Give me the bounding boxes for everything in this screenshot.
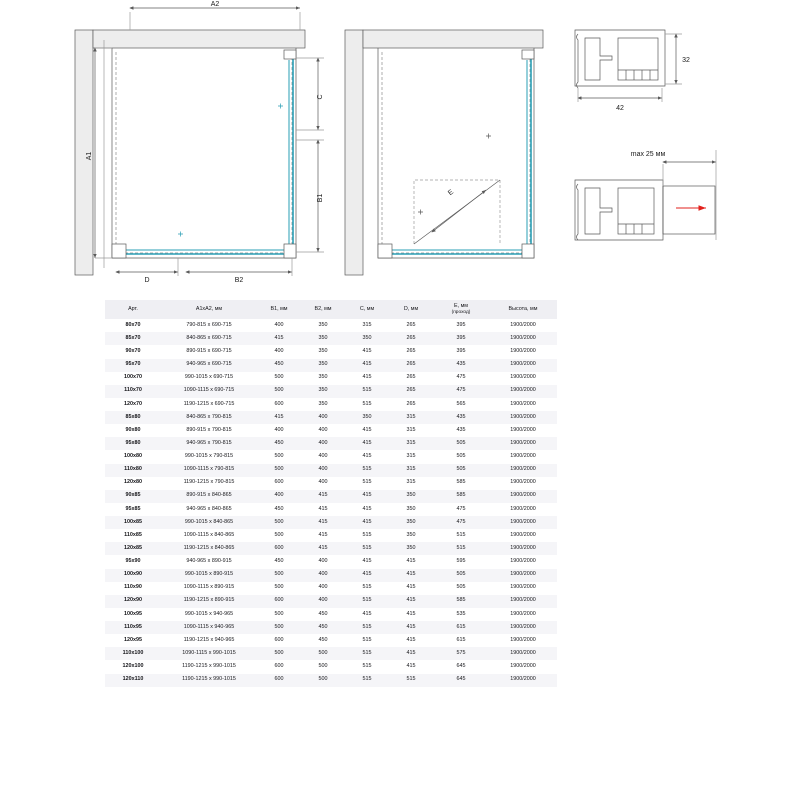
table-cell: 110х95 [105, 621, 161, 634]
table-cell: 505 [433, 450, 489, 463]
table-cell: 515 [345, 529, 389, 542]
table-cell: 415 [345, 516, 389, 529]
label-E: E [447, 188, 456, 198]
table-cell: 395 [433, 319, 489, 332]
table-cell: 500 [301, 660, 345, 673]
table-cell: 645 [433, 674, 489, 687]
label-C: C [317, 94, 324, 100]
table-row [105, 477, 557, 490]
table-cell: 990-1015 х 790-815 [161, 450, 257, 463]
table-cell: 450 [257, 359, 301, 372]
table-cell: 1090-1115 х 790-815 [161, 464, 257, 477]
table-cell: 120х110 [105, 674, 161, 687]
table-cell: 575 [433, 647, 489, 660]
table-cell: 350 [389, 503, 433, 516]
table-cell: 585 [433, 595, 489, 608]
table-cell: 415 [257, 411, 301, 424]
table-cell: 1900/2000 [489, 555, 557, 568]
table-cell: 80х70 [105, 319, 161, 332]
table-cell: 505 [433, 582, 489, 595]
table-cell: 1090-1115 х 840-865 [161, 529, 257, 542]
table-cell: 400 [301, 437, 345, 450]
table-cell: 415 [257, 332, 301, 345]
table-cell: 415 [389, 555, 433, 568]
table-cell: 840-865 х 690-715 [161, 332, 257, 345]
table-cell: 350 [389, 516, 433, 529]
table-cell: 100х85 [105, 516, 161, 529]
table-cell: 1090-1115 х 690-715 [161, 385, 257, 398]
table-row [105, 398, 557, 411]
table-row [105, 647, 557, 660]
table-cell: 1900/2000 [489, 674, 557, 687]
table-cell: 990-1015 х 840-865 [161, 516, 257, 529]
table-cell: 500 [257, 529, 301, 542]
table-cell: 475 [433, 503, 489, 516]
table-cell: 350 [301, 398, 345, 411]
table-cell: 395 [433, 332, 489, 345]
table-cell: 1900/2000 [489, 634, 557, 647]
table-cell: 120х100 [105, 660, 161, 673]
table-row [105, 660, 557, 673]
table-cell: 350 [345, 411, 389, 424]
table-cell: 415 [345, 345, 389, 358]
table-cell: 1900/2000 [489, 332, 557, 345]
table-cell: 350 [389, 490, 433, 503]
table-cell: 1900/2000 [489, 450, 557, 463]
table-row [105, 385, 557, 398]
table-cell: 450 [257, 503, 301, 516]
table-cell: 600 [257, 634, 301, 647]
table-cell: 450 [301, 621, 345, 634]
drawings-svg [0, 0, 800, 290]
table-cell: 505 [433, 569, 489, 582]
table-cell: 265 [389, 332, 433, 345]
table-cell: 450 [257, 437, 301, 450]
table-cell: 315 [389, 464, 433, 477]
table-cell: 585 [433, 477, 489, 490]
table-row [105, 569, 557, 582]
table-cell: 515 [345, 477, 389, 490]
table-cell: 120х70 [105, 398, 161, 411]
table-cell: 400 [301, 582, 345, 595]
table-cell: 415 [389, 621, 433, 634]
table-cell: 415 [345, 608, 389, 621]
table-cell: 1190-1215 х 940-965 [161, 634, 257, 647]
table-cell: 90х80 [105, 424, 161, 437]
table-cell: 475 [433, 372, 489, 385]
table-cell: 265 [389, 372, 433, 385]
table-cell: 315 [345, 319, 389, 332]
table-cell: 515 [345, 660, 389, 673]
table-cell: 500 [257, 582, 301, 595]
table-cell: 1190-1215 х 840-865 [161, 542, 257, 555]
table-cell: 400 [301, 411, 345, 424]
table-cell: 100х90 [105, 569, 161, 582]
table-cell: 1900/2000 [489, 647, 557, 660]
table-row [105, 634, 557, 647]
table-cell: 415 [389, 595, 433, 608]
table-cell: 615 [433, 634, 489, 647]
table-cell: 515 [433, 529, 489, 542]
table-cell: 1900/2000 [489, 608, 557, 621]
table-cell: 515 [345, 385, 389, 398]
table-cell: 315 [389, 477, 433, 490]
table-cell: 400 [301, 595, 345, 608]
table-cell: 1900/2000 [489, 477, 557, 490]
table-cell: 500 [301, 674, 345, 687]
table-cell: 415 [301, 529, 345, 542]
table-cell: 515 [345, 464, 389, 477]
table-cell: 400 [301, 424, 345, 437]
label-max-adjust: max 25 мм [630, 151, 666, 158]
table-row [105, 542, 557, 555]
table-cell: 600 [257, 477, 301, 490]
table-cell: 940-965 х 840-865 [161, 503, 257, 516]
table-cell: 350 [301, 385, 345, 398]
table-cell: 645 [433, 660, 489, 673]
table-cell: 500 [257, 372, 301, 385]
table-cell: 450 [301, 608, 345, 621]
table-cell: 90х70 [105, 345, 161, 358]
table-cell: 1190-1215 х 790-815 [161, 477, 257, 490]
table-cell: 350 [301, 345, 345, 358]
table-row [105, 450, 557, 463]
table-cell: 500 [257, 450, 301, 463]
table-cell: 120х90 [105, 595, 161, 608]
label-B1: B1 [317, 193, 324, 203]
col-header-b2: В2, мм [301, 300, 345, 319]
table-cell: 265 [389, 398, 433, 411]
table-cell: 500 [257, 608, 301, 621]
table-cell: 515 [345, 542, 389, 555]
table-cell: 415 [389, 569, 433, 582]
table-cell: 840-865 х 790-815 [161, 411, 257, 424]
table-header-row [105, 300, 557, 319]
table-row [105, 345, 557, 358]
table-cell: 350 [301, 372, 345, 385]
table-cell: 415 [345, 359, 389, 372]
table-cell: 400 [301, 450, 345, 463]
table-row [105, 411, 557, 424]
table-cell: 415 [345, 372, 389, 385]
table-cell: 515 [389, 674, 433, 687]
table-cell: 435 [433, 411, 489, 424]
table-cell: 415 [389, 608, 433, 621]
table-cell: 315 [389, 437, 433, 450]
table-cell: 890-915 х 690-715 [161, 345, 257, 358]
table-cell: 1900/2000 [489, 359, 557, 372]
table-cell: 110х80 [105, 464, 161, 477]
table-row [105, 424, 557, 437]
table-cell: 1900/2000 [489, 345, 557, 358]
table-cell: 1900/2000 [489, 542, 557, 555]
table-cell: 505 [433, 464, 489, 477]
table-cell: 315 [389, 424, 433, 437]
table-cell: 1900/2000 [489, 490, 557, 503]
table-cell: 265 [389, 385, 433, 398]
label-A1: A1 [86, 151, 93, 161]
table-cell: 515 [345, 398, 389, 411]
table-row [105, 529, 557, 542]
table-cell: 415 [345, 490, 389, 503]
col-header-d: D, мм [389, 300, 433, 319]
col-header-height: Высота, мм [489, 300, 557, 319]
table-cell: 450 [257, 555, 301, 568]
table-cell: 350 [301, 332, 345, 345]
table-cell: 120х85 [105, 542, 161, 555]
table-cell: 1900/2000 [489, 319, 557, 332]
table-cell: 940-965 х 890-915 [161, 555, 257, 568]
table-cell: 100х70 [105, 372, 161, 385]
col-header-e-sub: (проход) [451, 309, 471, 315]
table-cell: 85х70 [105, 332, 161, 345]
table-cell: 400 [301, 464, 345, 477]
specification-table [105, 300, 557, 687]
table-cell: 600 [257, 660, 301, 673]
table-cell: 515 [345, 647, 389, 660]
table-cell: 415 [301, 542, 345, 555]
table-cell: 1900/2000 [489, 437, 557, 450]
table-cell: 85х80 [105, 411, 161, 424]
table-cell: 1900/2000 [489, 424, 557, 437]
table-cell: 475 [433, 516, 489, 529]
col-header-b1: В1, мм [257, 300, 301, 319]
table-cell: 265 [389, 345, 433, 358]
table-row [105, 464, 557, 477]
table-cell: 400 [301, 569, 345, 582]
table-cell: 120х95 [105, 634, 161, 647]
table-cell: 790-815 х 690-715 [161, 319, 257, 332]
table-cell: 990-1015 х 940-965 [161, 608, 257, 621]
col-header-art: Арт. [105, 300, 161, 319]
table-cell: 500 [257, 464, 301, 477]
col-header-c: С, мм [345, 300, 389, 319]
table-cell: 515 [345, 634, 389, 647]
table-cell: 90х85 [105, 490, 161, 503]
table-cell: 415 [345, 437, 389, 450]
label-B2: B2 [234, 277, 244, 284]
table-row [105, 503, 557, 516]
table-cell: 1900/2000 [489, 582, 557, 595]
col-header-a1a2: А1хА2, мм [161, 300, 257, 319]
table-row [105, 608, 557, 621]
table-row [105, 319, 557, 332]
table-cell: 600 [257, 674, 301, 687]
table-cell: 1190-1215 х 990-1015 [161, 674, 257, 687]
table-cell: 1190-1215 х 690-715 [161, 398, 257, 411]
table-cell: 120х80 [105, 477, 161, 490]
table-cell: 110х90 [105, 582, 161, 595]
table-cell: 535 [433, 608, 489, 621]
table-cell: 1900/2000 [489, 503, 557, 516]
table-cell: 1900/2000 [489, 569, 557, 582]
table-cell: 1090-1115 х 940-965 [161, 621, 257, 634]
label-D: D [144, 277, 150, 284]
table-cell: 565 [433, 398, 489, 411]
table-cell: 350 [389, 542, 433, 555]
table-cell: 940-965 х 790-815 [161, 437, 257, 450]
technical-drawings [0, 0, 800, 288]
table-cell: 415 [389, 660, 433, 673]
table-cell: 1900/2000 [489, 398, 557, 411]
table-cell: 100х80 [105, 450, 161, 463]
col-header-e [433, 300, 489, 319]
table-cell: 100х95 [105, 608, 161, 621]
label-profile-width: 42 [616, 105, 624, 112]
table-cell: 1900/2000 [489, 464, 557, 477]
table-cell: 505 [433, 437, 489, 450]
table-cell: 110х70 [105, 385, 161, 398]
table-cell: 1190-1215 х 890-915 [161, 595, 257, 608]
table-cell: 890-915 х 790-815 [161, 424, 257, 437]
table-cell: 415 [345, 555, 389, 568]
table-cell: 615 [433, 621, 489, 634]
table-row [105, 437, 557, 450]
table-cell: 110х100 [105, 647, 161, 660]
table-cell: 350 [345, 332, 389, 345]
table-row [105, 595, 557, 608]
table-cell: 350 [301, 319, 345, 332]
table-cell: 415 [301, 490, 345, 503]
table-cell: 415 [301, 516, 345, 529]
table-cell: 95х85 [105, 503, 161, 516]
table-cell: 1900/2000 [489, 595, 557, 608]
table-body [105, 319, 557, 687]
table-cell: 940-965 х 690-715 [161, 359, 257, 372]
table-cell: 400 [257, 345, 301, 358]
table-row [105, 516, 557, 529]
table-cell: 1090-1115 х 990-1015 [161, 647, 257, 660]
table-row [105, 490, 557, 503]
table-cell: 1900/2000 [489, 660, 557, 673]
table-row [105, 372, 557, 385]
table-cell: 265 [389, 359, 433, 372]
table-cell: 990-1015 х 890-915 [161, 569, 257, 582]
table-cell: 500 [301, 647, 345, 660]
table-row [105, 359, 557, 372]
table-cell: 415 [345, 424, 389, 437]
table-cell: 350 [301, 359, 345, 372]
table-cell: 1900/2000 [489, 529, 557, 542]
table-cell: 1090-1115 х 890-915 [161, 582, 257, 595]
table-cell: 95х90 [105, 555, 161, 568]
table-cell: 315 [389, 450, 433, 463]
specification-table-wrapper [105, 300, 557, 687]
table-cell: 500 [257, 647, 301, 660]
table-cell: 500 [257, 621, 301, 634]
table-cell: 435 [433, 359, 489, 372]
table-cell: 415 [345, 503, 389, 516]
table-cell: 585 [433, 490, 489, 503]
table-cell: 1900/2000 [489, 411, 557, 424]
table-cell: 315 [389, 411, 433, 424]
table-cell: 515 [345, 674, 389, 687]
label-profile-height: 32 [682, 57, 690, 64]
table-cell: 400 [257, 490, 301, 503]
table-row [105, 674, 557, 687]
table-cell: 600 [257, 542, 301, 555]
table-cell: 515 [433, 542, 489, 555]
col-header-e-main: Е, мм [453, 303, 468, 309]
table-cell: 500 [257, 569, 301, 582]
table-cell: 500 [257, 385, 301, 398]
table-cell: 1190-1215 х 990-1015 [161, 660, 257, 673]
table-cell: 400 [301, 477, 345, 490]
table-row [105, 582, 557, 595]
table-row [105, 555, 557, 568]
table-cell: 450 [301, 634, 345, 647]
table-cell: 990-1015 х 690-715 [161, 372, 257, 385]
table-cell: 600 [257, 398, 301, 411]
table-cell: 1900/2000 [489, 516, 557, 529]
table-cell: 95х70 [105, 359, 161, 372]
table-cell: 515 [345, 621, 389, 634]
table-cell: 415 [345, 569, 389, 582]
table-cell: 890-915 х 840-865 [161, 490, 257, 503]
table-cell: 395 [433, 345, 489, 358]
table-cell: 515 [345, 582, 389, 595]
table-cell: 400 [257, 424, 301, 437]
table-cell: 1900/2000 [489, 372, 557, 385]
table-cell: 435 [433, 424, 489, 437]
table-cell: 110х85 [105, 529, 161, 542]
table-cell: 500 [257, 516, 301, 529]
table-cell: 1900/2000 [489, 385, 557, 398]
table-cell: 475 [433, 385, 489, 398]
table-cell: 400 [301, 555, 345, 568]
table-cell: 415 [345, 450, 389, 463]
table-cell: 415 [389, 634, 433, 647]
table-cell: 265 [389, 319, 433, 332]
table-cell: 515 [345, 595, 389, 608]
table-cell: 1900/2000 [489, 621, 557, 634]
table-row [105, 621, 557, 634]
table-cell: 350 [389, 529, 433, 542]
table-cell: 415 [389, 647, 433, 660]
table-row [105, 332, 557, 345]
table-cell: 595 [433, 555, 489, 568]
table-cell: 415 [389, 582, 433, 595]
table-cell: 600 [257, 595, 301, 608]
table-cell: 400 [257, 319, 301, 332]
table-cell: 415 [301, 503, 345, 516]
label-A2: A2 [210, 1, 220, 8]
table-cell: 95х80 [105, 437, 161, 450]
